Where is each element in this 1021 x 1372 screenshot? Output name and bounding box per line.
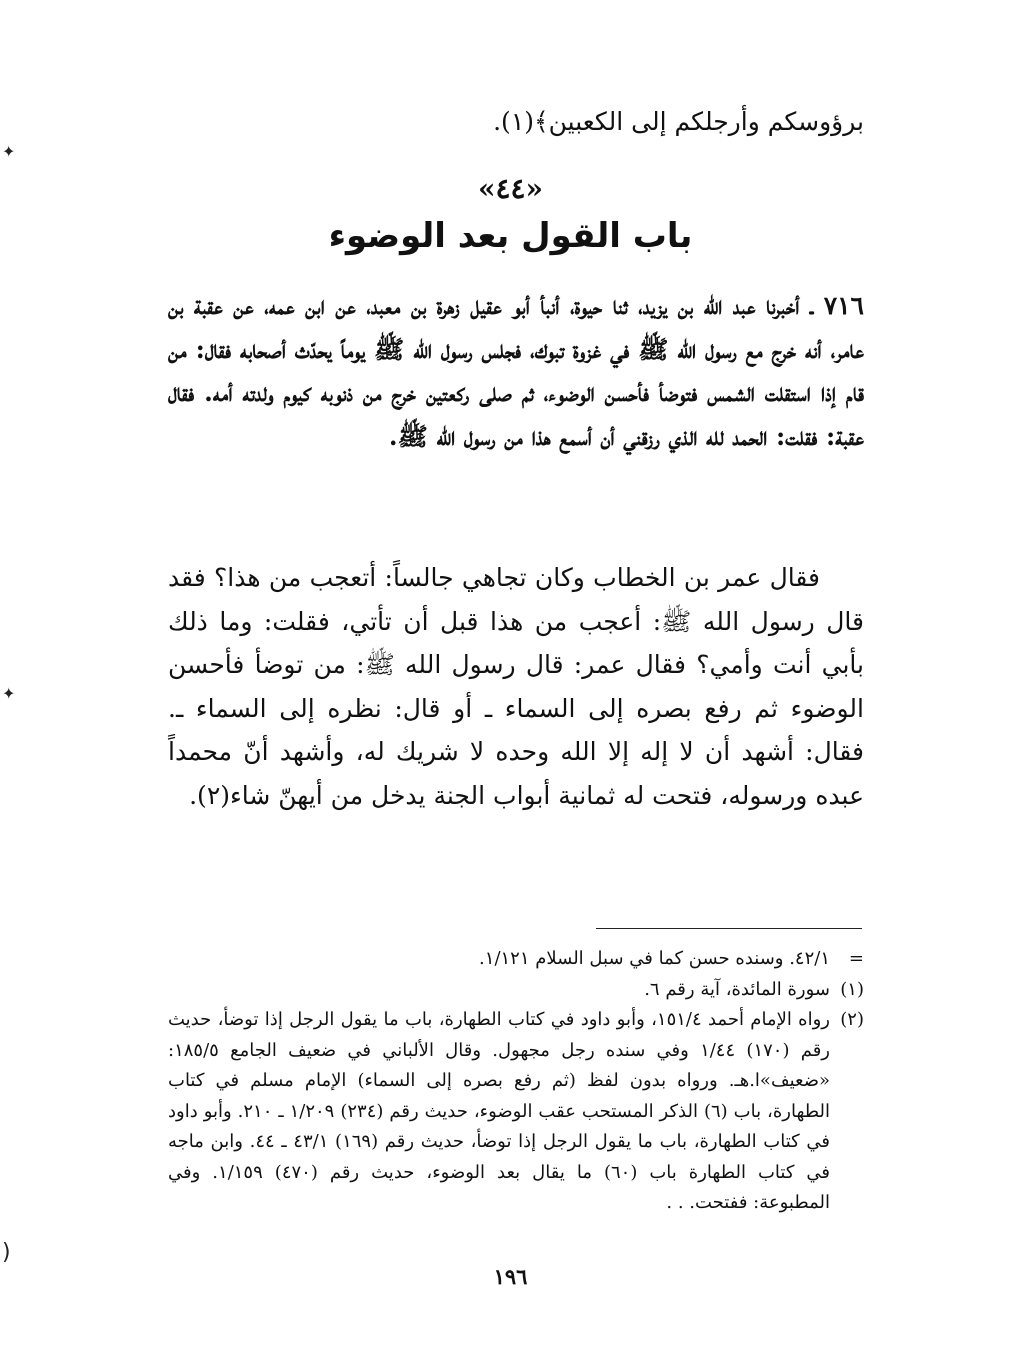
- footnote-text: ٤٢/١. وسنده حسن كما في سبل السلام ١/١٢١.: [479, 948, 830, 969]
- chapter-title: باب القول بعد الوضوء: [328, 216, 693, 256]
- chapter-number: «٤٤»: [477, 172, 544, 205]
- hadith-paragraph: ٧١٦ ـ أخبرنا عبد الله بن يزيد، ثنا حيوة، أنبأ أبو عقيل زهرة بن معبد، عن ابن عمه، عن عقبة بن عامر، أنه خرج مع رسول الله ﷺ في غزوة تبوك، فجلس رسول الله ﷺ يوماً يحدّث أصحابه فقال: من قام إذا استقلت الشمس فتوضأ فأحسن الوضوء، ثم صلى ركعتين خرج من ذنوبه كيوم ولدته أمه. فقال عقبة: فقلت: الحمد لله الذي رزقني أن أسمع هذا من رسول الله ﷺ.: [168, 291, 864, 451]
- footnote-1: [168, 975, 864, 1006]
- footnote-2: [168, 1005, 864, 1219]
- second-paragraph-text: فقال عمر بن الخطاب وكان تجاهي جالساً: أتعجب من هذا؟ فقد قال رسول الله ﷺ: أعجب من هذا قبل أن تأتي، فقلت: وما ذلك بأبي أنت وأمي؟ فقال عمر: قال رسول الله ﷺ: من توضأ فأحسن الوضوء ثم رفع بصره إلى السماء ـ أو قال: نظره إلى السماء ـ. فقال: أشهد أن لا إله إلا الله وحده لا شريك له، وأشهد أنّ محمداً عبده ورسوله، فتحت له ثمانية أبواب الجنة يدخل من أيهنّ شاء(٢).: [168, 563, 864, 810]
- page-number: ١٩٦: [493, 1264, 528, 1289]
- footnote-continuation: [168, 944, 864, 975]
- footnote-text: رواه الإمام أحمد ١٥١/٤، وأبو داود في كتاب الطهارة، باب ما يقول الرجل إذا توضأ، حديث رقم (١٧٠) ١/٤٤ وفي سنده رجل مجهول. وقال الألباني في ضعيف الجامع ١٨٥/٥: «ضعيف»ا.هـ. ورواه بدون لفظ (ثم رفع بصره إلى السماء) الإمام مسلم في كتاب الطهارة، باب (٦) الذكر المستحب عقب الوضوء، حديث رقم (٢٣٤) ١/٢٠٩ ـ ٢١٠. وأبو داود في كتاب الطهارة، باب ما يقول الرجل إذا توضأ، حديث رقم (١٦٩) ٤٣/١ ـ ٤٤. وابن ماجه في كتاب الطهارة باب (٦٠) ما يقال بعد الوضوء، حديث رقم (٤٧٠) ١/١٥٩. وفي المطبوعة: ففتحت. . .: [168, 1009, 831, 1213]
- footnote-separator: [596, 928, 862, 929]
- footnote-text: سورة المائدة، آية رقم ٦.: [644, 978, 830, 1000]
- margin-star-icon-top: ✦: [2, 142, 16, 161]
- carryover-verse: برؤوسكم وأرجلكم إلى الكعبين﴾(١).: [493, 107, 864, 136]
- footnotes: [168, 944, 864, 1219]
- footnote-mark: =: [848, 948, 864, 969]
- margin-star-icon-middle: ✦: [2, 684, 16, 703]
- footnote-mark: (١): [840, 978, 864, 1000]
- footnote-mark: (٢): [840, 1009, 864, 1030]
- margin-bracket-mark: (: [2, 1240, 11, 1265]
- second-paragraph: [168, 556, 864, 817]
